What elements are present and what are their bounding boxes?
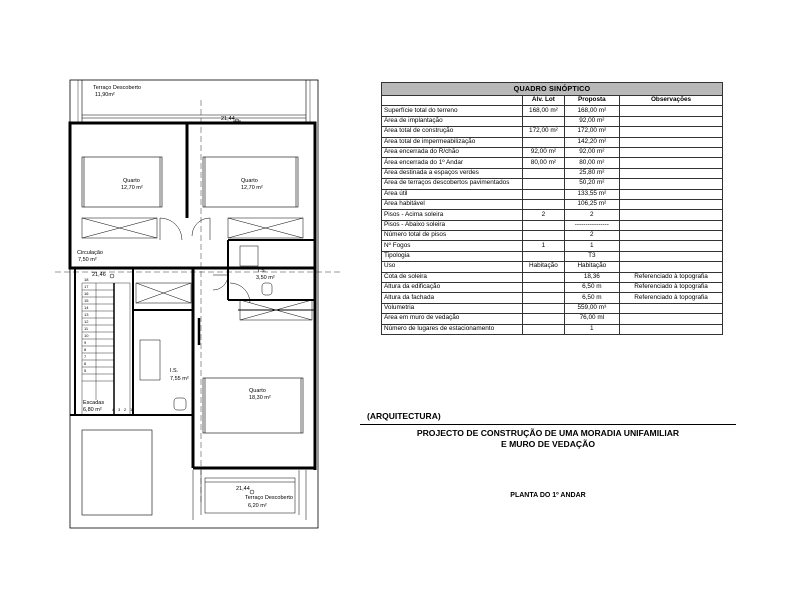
step-number: 10 — [84, 333, 89, 338]
table-cell — [523, 189, 564, 199]
terrace-bottom-labels — [245, 495, 293, 509]
table-row — [382, 220, 723, 230]
table-cell: 18,36 — [564, 272, 619, 282]
step-number: 14 — [84, 305, 89, 310]
table-cell: T3 — [564, 251, 619, 261]
table-cell — [620, 251, 723, 261]
bedroom-left-name: Quarto — [123, 178, 140, 184]
table-cell: Uso — [382, 262, 523, 272]
walls — [70, 123, 315, 470]
table-cell: 1 — [564, 241, 619, 251]
project-title-line2: E MURO DE VEDAÇÃO — [500, 439, 596, 449]
table-cell — [620, 303, 723, 313]
title-divider — [360, 424, 736, 425]
table-cell: Tipologia — [382, 251, 523, 261]
table-cell: Referenciado à topografia — [620, 293, 723, 303]
table-cell: 168,00 m² — [523, 106, 564, 116]
synoptic-table — [381, 82, 723, 335]
circulation-name: Circulação — [77, 250, 103, 256]
table-cell — [523, 293, 564, 303]
table-cell: Número total de pisos — [382, 231, 523, 241]
table-cell: Superfície total do terreno — [382, 106, 523, 116]
table-cell — [620, 137, 723, 147]
table-row — [382, 262, 723, 272]
table-row — [382, 210, 723, 220]
wc-large-name: I.S. — [170, 368, 179, 374]
table-cell: Habitação — [523, 262, 564, 272]
table-cell — [620, 324, 723, 334]
table-cell — [620, 106, 723, 116]
table-cell: Área útil — [382, 189, 523, 199]
table-row — [382, 199, 723, 209]
step-number: 8 — [84, 347, 87, 352]
terrace-top-area: 11,90m² — [95, 92, 115, 98]
bedroom-right-name: Quarto — [241, 178, 258, 184]
table-cell — [523, 314, 564, 324]
project-title — [360, 428, 736, 450]
bedroom-main-area: 18,30 m² — [249, 395, 271, 401]
table-cell: Área total de construção — [382, 127, 523, 137]
bedroom-left-area: 12,70 m² — [121, 185, 143, 191]
circulation-area: 7,50 m² — [78, 257, 97, 263]
synoptic-body — [382, 106, 723, 335]
table-cell — [620, 168, 723, 178]
table-cell: Nº Fogos — [382, 241, 523, 251]
table-cell — [523, 303, 564, 313]
header-cell: Alv. Lot — [523, 96, 564, 106]
stairs — [82, 283, 130, 415]
garden-area — [82, 430, 152, 515]
table-cell — [620, 158, 723, 168]
table-row — [382, 293, 723, 303]
table-cell: Pisos - Acima soleira — [382, 210, 523, 220]
table-row — [382, 241, 723, 251]
step-number: 4 — [112, 407, 115, 412]
wc-small-area: 3,50 m² — [256, 275, 275, 281]
table-row — [382, 137, 723, 147]
table-cell — [620, 116, 723, 126]
project-title-line1: PROJECTO DE CONSTRUÇÃO DE UMA MORADIA UNIFAMILIAR — [416, 428, 680, 438]
step-number: 17 — [84, 284, 89, 289]
table-row — [382, 251, 723, 261]
step-number: 2 — [124, 407, 127, 412]
table-cell — [523, 272, 564, 282]
table-cell — [523, 168, 564, 178]
table-cell: Área de terraços descobertos pavimentados — [382, 179, 523, 189]
level-top-value: 21,44 — [221, 116, 235, 122]
table-cell — [523, 324, 564, 334]
wc-large-area: 7,55 m² — [170, 376, 189, 382]
bedroom-main-name: Quarto — [249, 388, 266, 394]
synoptic-title: QUADRO SINÓPTICO — [382, 83, 723, 96]
table-cell — [620, 147, 723, 157]
table-cell: 1 — [564, 324, 619, 334]
table-row — [382, 189, 723, 199]
header-cell: Proposta — [564, 96, 619, 106]
table-cell: 80,00 m² — [564, 158, 619, 168]
table-cell: 2 — [564, 210, 619, 220]
step-number: 12 — [84, 319, 89, 324]
table-row — [382, 127, 723, 137]
table-cell: 1 — [523, 241, 564, 251]
table-cell: 25,80 m² — [564, 168, 619, 178]
step-number: 7 — [84, 354, 87, 359]
table-cell: Volumetria — [382, 303, 523, 313]
table-cell — [620, 127, 723, 137]
step-number: 9 — [84, 340, 87, 345]
table-cell — [523, 231, 564, 241]
step-number: 6 — [84, 361, 87, 366]
table-cell: 168,00 m² — [564, 106, 619, 116]
table-cell: Área em muro de vedação — [382, 314, 523, 324]
step-number: 15 — [84, 298, 89, 303]
stairs-name: Escadas — [83, 400, 105, 406]
terrace-top — [78, 80, 310, 122]
table-cell — [620, 179, 723, 189]
table-cell — [620, 314, 723, 324]
table-cell: 92,00 m² — [564, 147, 619, 157]
table-cell: 172,00 m² — [523, 127, 564, 137]
grid-lines — [55, 100, 340, 505]
table-cell: 50,20 m² — [564, 179, 619, 189]
table-header-row — [382, 96, 723, 106]
table-cell: Área encerrada do R/chão — [382, 147, 523, 157]
table-cell: 92,00 m² — [564, 116, 619, 126]
table-row — [382, 272, 723, 282]
table-cell: Cota de soleira — [382, 272, 523, 282]
header-cell: Observações — [620, 96, 723, 106]
table-cell — [523, 220, 564, 230]
table-row — [382, 179, 723, 189]
step-number: 11 — [84, 326, 89, 331]
table-cell: Habitação — [564, 262, 619, 272]
table-cell: 6,50 m — [564, 283, 619, 293]
table-cell: Área total de impermeabilização — [382, 137, 523, 147]
table-cell: 106,25 m² — [564, 199, 619, 209]
table-cell — [523, 251, 564, 261]
table-cell — [523, 137, 564, 147]
table-row — [382, 106, 723, 116]
step-number: 3 — [118, 407, 121, 412]
terrace-top-name: Terraço Descoberto — [93, 85, 141, 91]
table-row — [382, 231, 723, 241]
table-row — [382, 147, 723, 157]
header-cell — [382, 96, 523, 106]
table-cell: 76,00 ml — [564, 314, 619, 324]
table-row — [382, 116, 723, 126]
table-cell: Altura da edificação — [382, 283, 523, 293]
table-cell: Área encerrada do 1º Andar — [382, 158, 523, 168]
table-row — [382, 324, 723, 334]
level-left-value: 21,46 — [92, 272, 106, 278]
table-cell: Pisos - Abaixo soleira — [382, 220, 523, 230]
drawing-title: PLANTA DO 1º ANDAR — [510, 492, 586, 499]
table-cell: Referenciado à topografia — [620, 283, 723, 293]
level-bottom-value: 21,44 — [236, 486, 250, 492]
table-row — [382, 158, 723, 168]
table-cell: 80,00 m² — [523, 158, 564, 168]
step-numbers — [84, 277, 133, 412]
table-cell — [523, 179, 564, 189]
step-number: 5 — [84, 368, 87, 373]
table-cell — [620, 199, 723, 209]
terrace-bottom-name: Terraço Descoberto — [245, 495, 293, 501]
sanitary-fixtures — [140, 246, 272, 410]
table-cell — [620, 262, 723, 272]
table-cell: 92,00 m² — [523, 147, 564, 157]
table-cell: 2 — [564, 231, 619, 241]
bedroom-right-area: 12,70 m² — [241, 185, 263, 191]
doors — [160, 218, 250, 345]
table-cell — [523, 283, 564, 293]
table-cell: Área de implantação — [382, 116, 523, 126]
table-cell — [523, 116, 564, 126]
table-cell: Altura da fachada — [382, 293, 523, 303]
step-number: 1 — [130, 407, 133, 412]
table-cell: ---------------- — [564, 220, 619, 230]
discipline-label: (ARQUITECTURA) — [367, 411, 441, 421]
table-cell: 6,50 m — [564, 293, 619, 303]
table-cell: 172,00 m² — [564, 127, 619, 137]
table-cell — [620, 241, 723, 251]
table-cell: 2 — [523, 210, 564, 220]
stairs-area: 6,80 m² — [83, 407, 102, 413]
step-number: 13 — [84, 312, 89, 317]
table-cell: 133,55 m² — [564, 189, 619, 199]
table-cell — [620, 220, 723, 230]
step-number: 16 — [84, 291, 89, 296]
terrace-bottom-area: 6,20 m² — [248, 503, 267, 509]
table-cell: 559,00 m³ — [564, 303, 619, 313]
table-cell: 142,20 m² — [564, 137, 619, 147]
table-cell: Área habitável — [382, 199, 523, 209]
wc-small-name: I.S. — [258, 268, 267, 274]
table-cell — [620, 210, 723, 220]
table-cell: Número de lugares de estacionamento — [382, 324, 523, 334]
floor-plan — [0, 0, 360, 600]
table-cell — [620, 189, 723, 199]
table-row — [382, 283, 723, 293]
step-number: 18 — [84, 277, 89, 282]
table-cell — [620, 231, 723, 241]
level-marker-bottom — [236, 486, 254, 494]
table-cell: Área destinada a espaços verdes — [382, 168, 523, 178]
table-row — [382, 303, 723, 313]
table-row — [382, 314, 723, 324]
level-marker-left — [92, 272, 114, 278]
table-cell — [523, 199, 564, 209]
table-row — [382, 168, 723, 178]
table-cell: Referenciado à topografia — [620, 272, 723, 282]
